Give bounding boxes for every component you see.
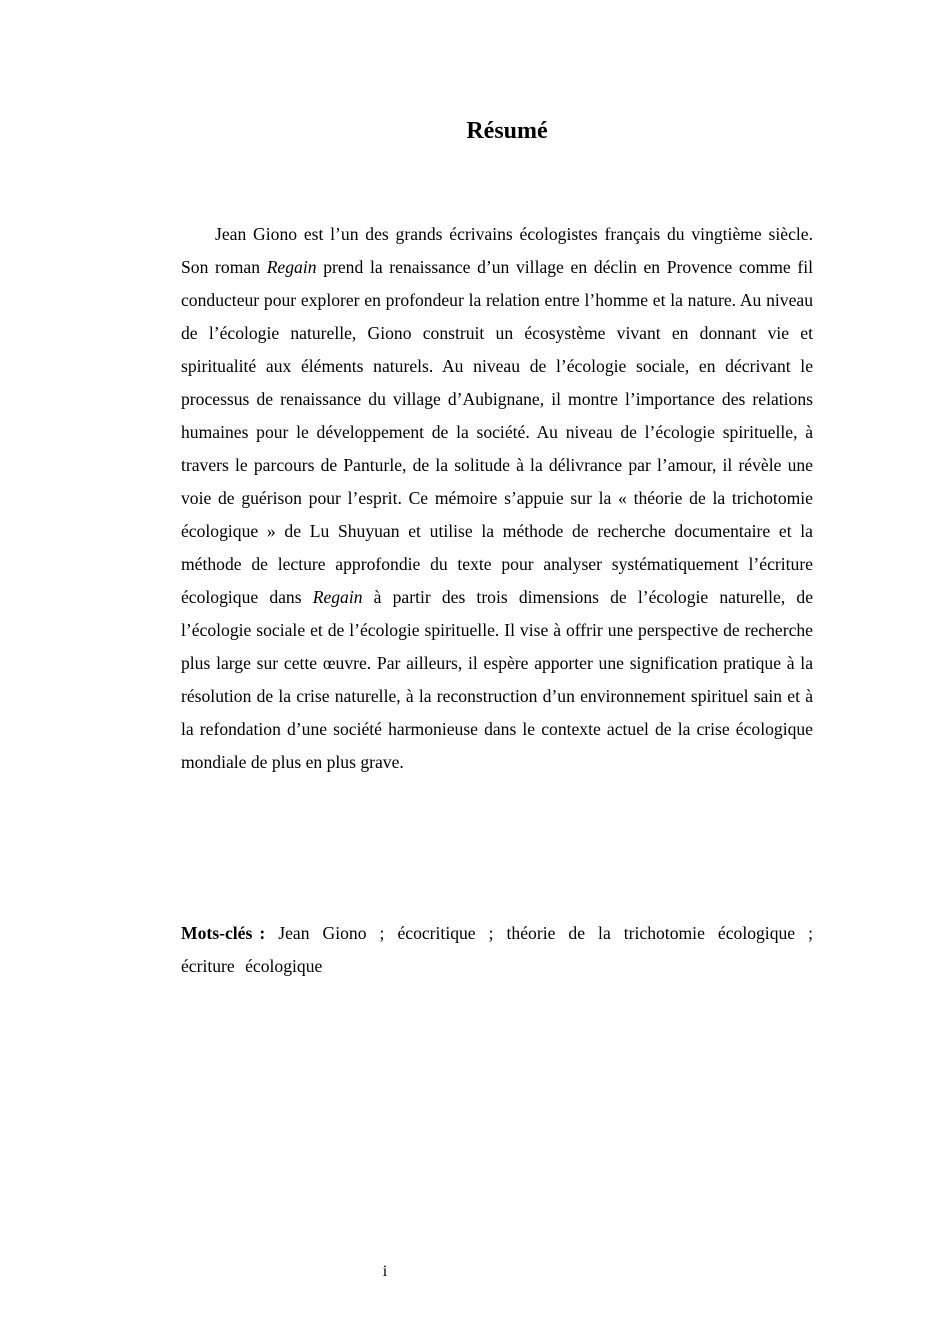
- page-number: i: [382, 1263, 388, 1280]
- abstract-text-part-1: Jean Giono est l’un des grands écrivains écologistes français du vingtième siècle. Son roman: [181, 224, 813, 277]
- abstract-paragraph: [181, 218, 813, 779]
- keywords-label: Mots-clés :: [181, 923, 266, 943]
- abstract-text-part-2: prend la renaissance d’un village en déclin en Provence comme fil conducteur pour explorer en profondeur la relation entre l’homme et la nature. Au niveau de l’écologie naturelle, Giono construit un écosystème vivant en donnant vie et spiritualité aux éléments naturels. Au niveau de l’écologie sociale, en décrivant le processus de renaissance du village d’Aubignane, il montre l’importance des relations humaines pour le développement de la société. Au niveau de l’écologie spirituelle, à travers le parcours de Panturle, de la solitude à la délivrance par l’amour, il révèle une voie de guérison pour l’esprit. Ce mémoire s’appuie sur la « théorie de la trichotomie écologique » de Lu Shuyuan et utilise la méthode de recherche documentaire et la méthode de lecture approfondie du texte pour analyser systématiquement l’écriture écologique dans: [181, 257, 813, 607]
- work-title-regain-1: Regain: [266, 257, 317, 277]
- abstract-text-part-3: à partir des trois dimensions de l’écologie naturelle, de l’écologie sociale et de l’écologie spirituelle. Il vise à offrir une perspective de recherche plus large sur cette œuvre. Par ailleurs, il espère apporter une signification pratique à la résolution de la crise naturelle, à la reconstruction d’un environnement spirituel sain et à la refondation d’une société harmonieuse dans le contexte actuel de la crise écologique mondiale de plus en plus grave.: [181, 587, 814, 772]
- keywords-text: Jean Giono ; écocritique ; théorie de la trichotomie écologique ; écriture écologique: [181, 923, 814, 976]
- page-title: Résumé: [466, 118, 548, 144]
- work-title-regain-2: Regain: [312, 587, 363, 607]
- keywords-section: [181, 917, 813, 983]
